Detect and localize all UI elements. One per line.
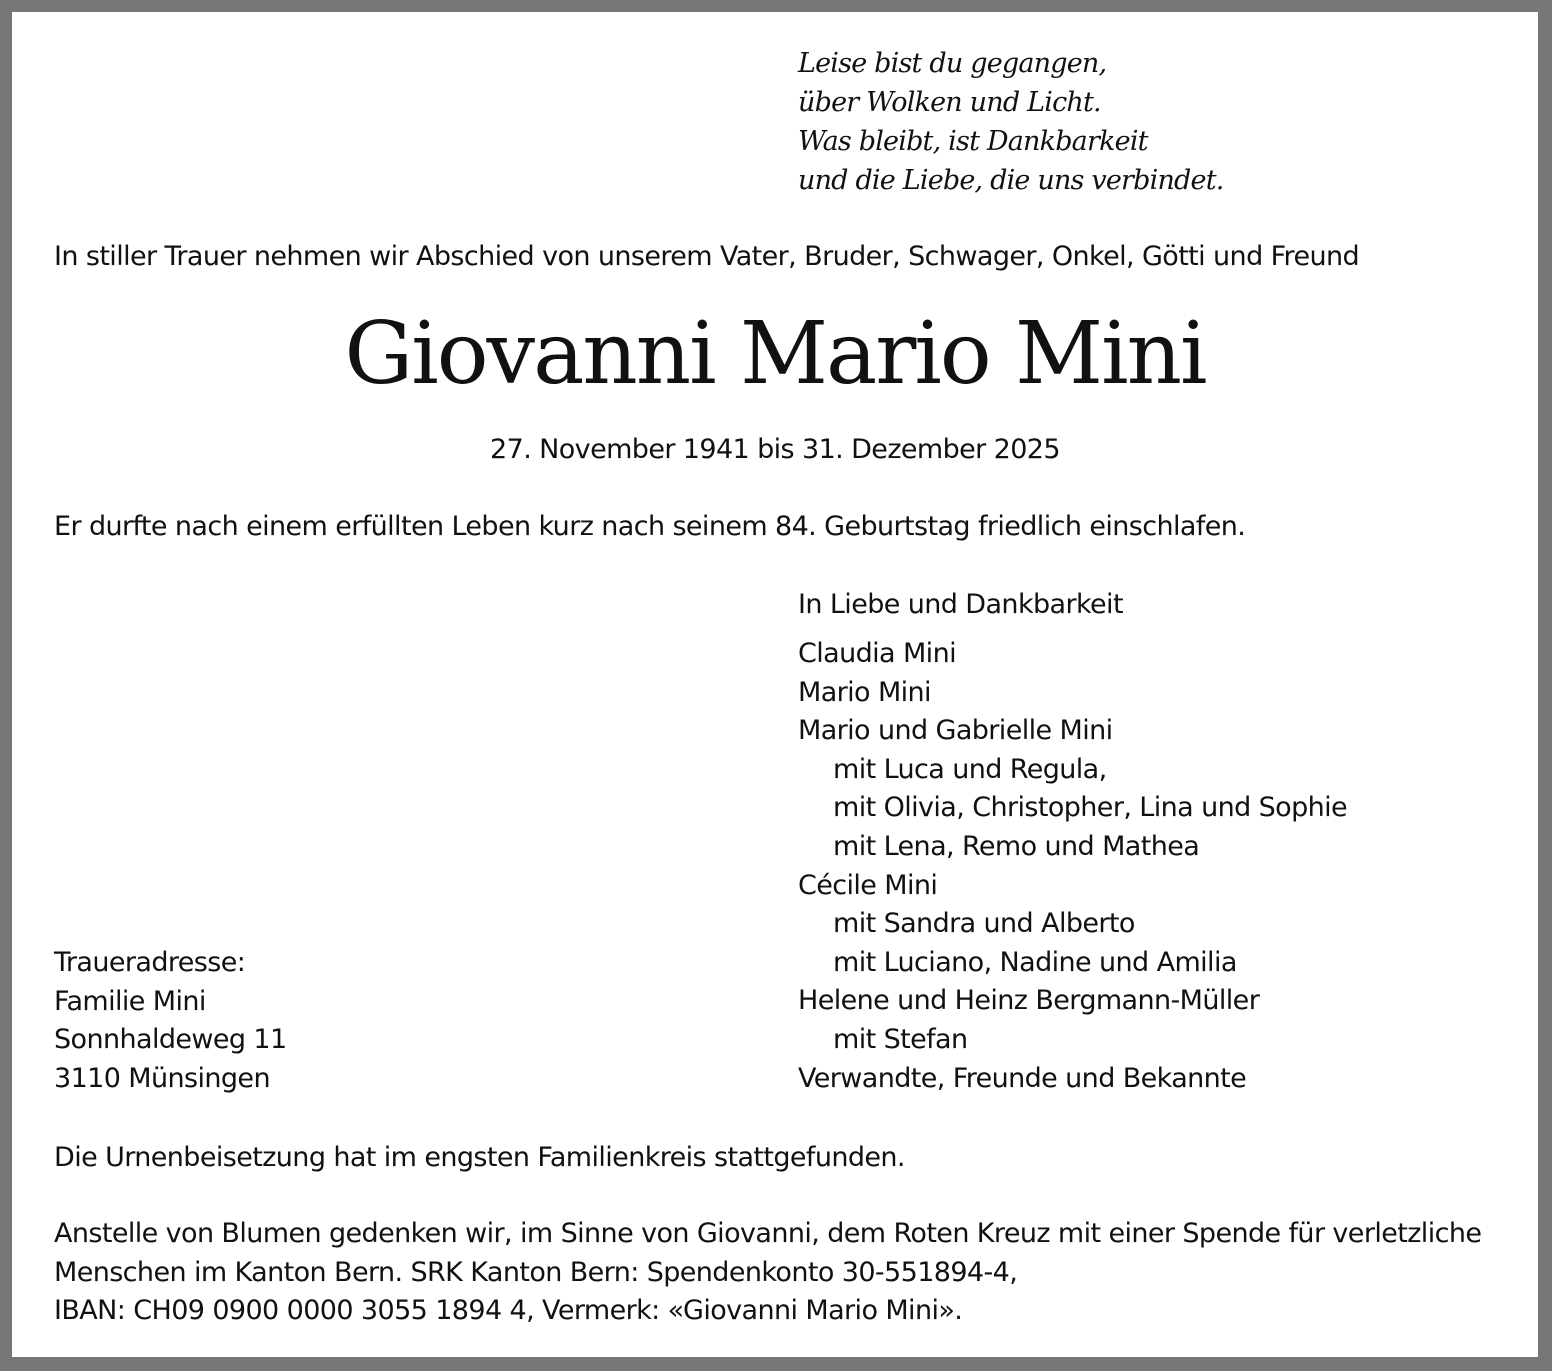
burial-text: Die Urnenbeisetzung hat im engsten Familienkreis stattgefunden. <box>54 1142 905 1173</box>
mourner-sub: mit Stefan <box>833 1023 968 1055</box>
closing-text: In Liebe und Dankbarkeit <box>798 589 1123 620</box>
mourner: Mario Mini <box>798 676 931 708</box>
address-label: Traueradresse: <box>54 947 246 978</box>
donation-line: Anstelle von Blumen gedenken wir, im Sinne von Giovanni, dem Roten Kreuz mit einer Spende für verletzliche <box>54 1218 1482 1249</box>
mourner: Mario und Gabrielle Mini <box>798 715 1113 747</box>
mourner-sub: mit Olivia, Christopher, Lina und Sophie <box>833 792 1348 824</box>
address-city: 3110 Münsingen <box>54 1062 270 1094</box>
mourner: Helene und Heinz Bergmann-Müller <box>798 985 1260 1017</box>
mourner-sub: mit Luciano, Nadine und Amilia <box>833 946 1237 978</box>
poem-line: und die Liebe, die uns verbindet. <box>798 165 1224 196</box>
address-family: Familie Mini <box>54 985 206 1017</box>
obituary-notice <box>12 12 1538 1357</box>
mourner-sub: mit Sandra und Alberto <box>833 908 1135 940</box>
mourner-sub: mit Luca und Regula, <box>833 753 1107 785</box>
donation-info <box>54 1215 1481 1331</box>
statement-text: Er durfte nach einem erfüllten Leben kurz nach seinem 84. Geburtstag friedlich einschlafen. <box>54 511 1246 542</box>
mourner: Cécile Mini <box>798 869 938 901</box>
mourner: Claudia Mini <box>798 638 956 669</box>
mourners-list <box>798 635 1347 1098</box>
poem-line: Leise bist du gegangen, <box>798 48 1107 79</box>
mourning-address <box>54 944 287 1098</box>
address-street: Sonnhaldeweg 11 <box>54 1024 287 1056</box>
poem-line: Was bleibt, ist Dankbarkeit <box>798 126 1148 157</box>
donation-line: IBAN: CH09 0900 0000 3055 1894 4, Vermerk: «Giovanni Mario Mini». <box>54 1295 963 1327</box>
poem-line: über Wolken und Licht. <box>798 87 1101 118</box>
mourner-sub: mit Lena, Remo und Mathea <box>833 830 1200 862</box>
life-dates: 27. November 1941 bis 31. Dezember 2025 <box>490 434 1060 465</box>
poem <box>798 44 1224 200</box>
mourner: Verwandte, Freunde und Bekannte <box>798 1062 1247 1094</box>
donation-line: Menschen im Kanton Bern. SRK Kanton Bern: Spendenkonto 30-551894-4, <box>54 1256 1018 1288</box>
intro-text: In stiller Trauer nehmen wir Abschied von unserem Vater, Bruder, Schwager, Onkel, Götti und Freund <box>54 241 1360 272</box>
deceased-name: Giovanni Mario Mini <box>344 304 1206 404</box>
